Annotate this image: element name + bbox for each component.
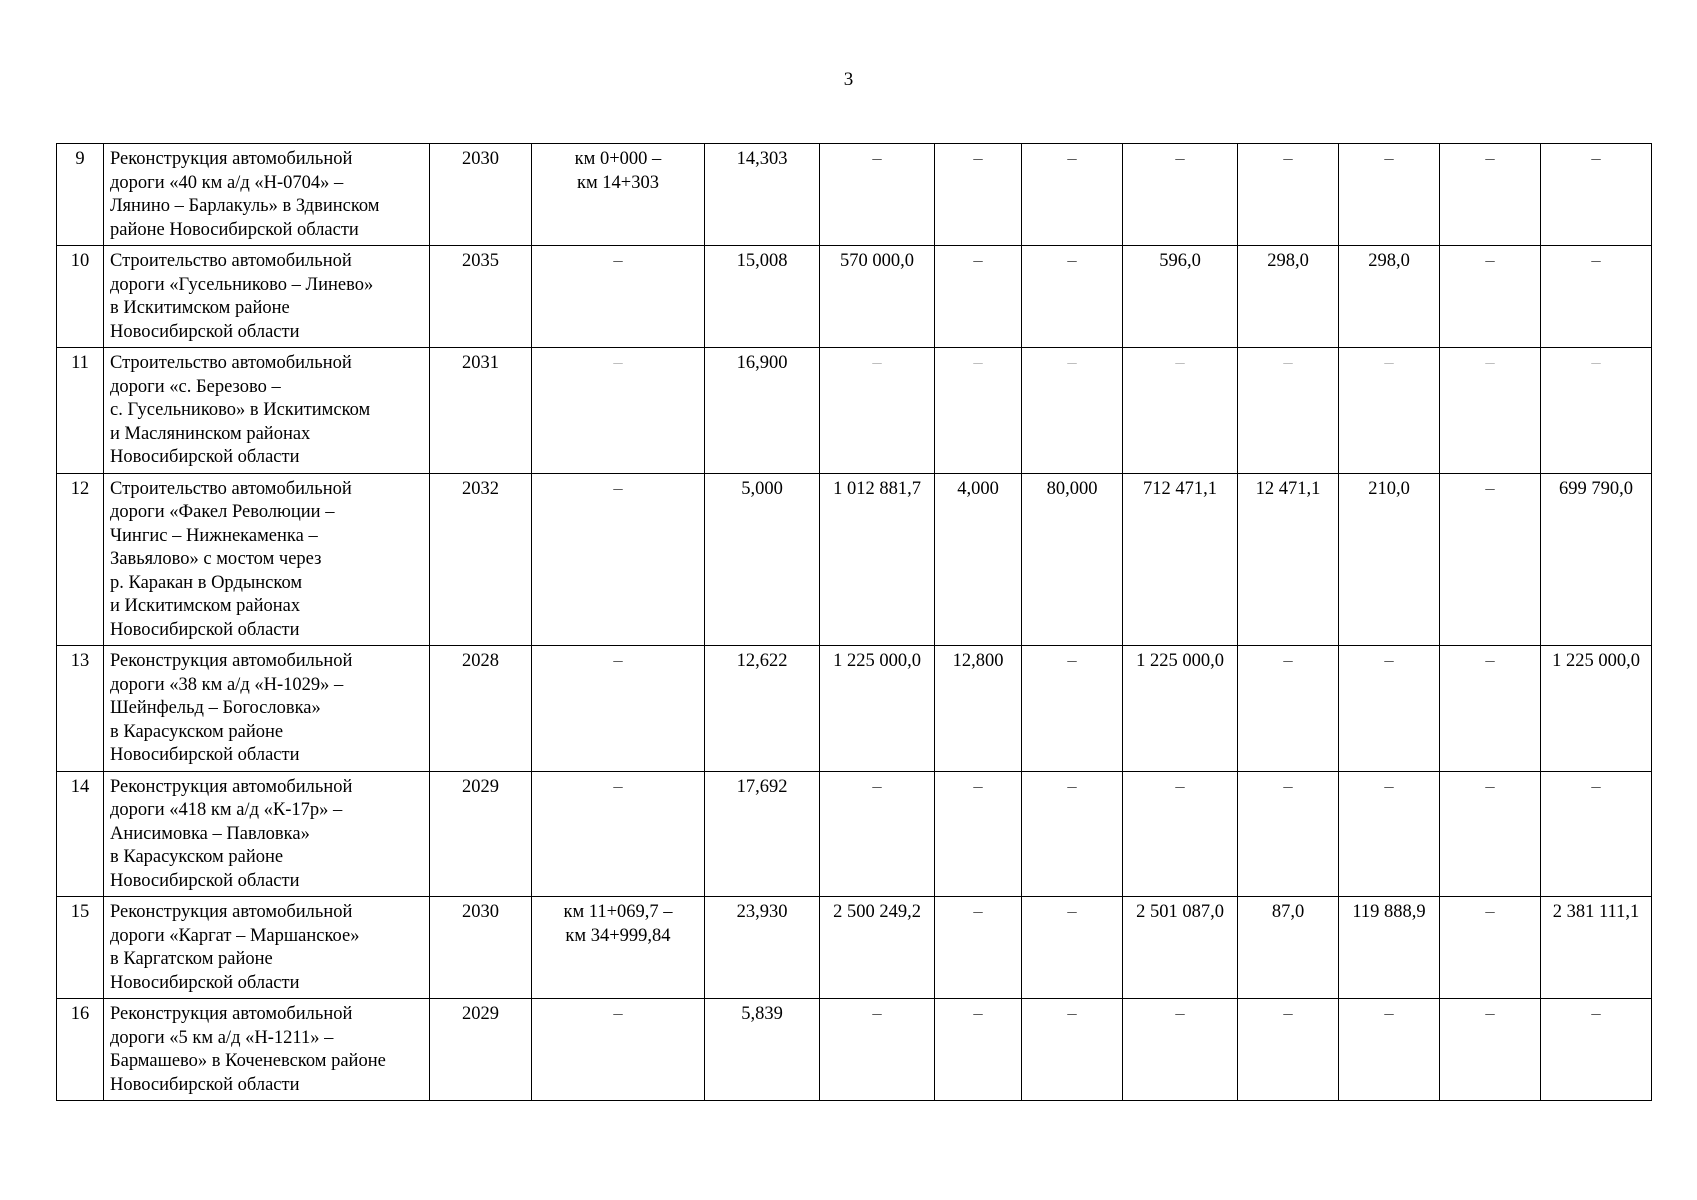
row-number-cell: 11 [57, 348, 104, 474]
value-cell: 298,0 [1339, 246, 1440, 348]
km-range-cell: – [532, 646, 705, 772]
value-cell: – [1022, 144, 1123, 246]
value-cell: – [1440, 897, 1541, 999]
value-cell: 2 500 249,2 [820, 897, 935, 999]
value-cell: – [1123, 144, 1238, 246]
value-cell: – [1022, 771, 1123, 897]
value-cell: – [1541, 348, 1652, 474]
value-cell: – [820, 348, 935, 474]
value-cell: 2 501 087,0 [1123, 897, 1238, 999]
project-name-cell: Реконструкция автомобильной дороги «40 км а/д «Н-0704» – Лянино – Барлакуль» в Здвинском районе Новосибирской области [104, 144, 430, 246]
value-cell: – [1440, 144, 1541, 246]
table-body [57, 144, 1652, 1101]
value-cell: – [935, 144, 1022, 246]
project-name-cell: Реконструкция автомобильной дороги «38 км а/д «Н-1029» – Шейнфельд – Богословка» в Карасукском районе Новосибирской области [104, 646, 430, 772]
value-cell: 87,0 [1238, 897, 1339, 999]
value-cell: 1 225 000,0 [820, 646, 935, 772]
value-cell: – [1238, 999, 1339, 1101]
project-name-cell: Строительство автомобильной дороги «Факел Революции – Чингис – Нижнекаменка – Завьялово» с мостом через р. Каракан в Ордынском и Искитимском районах Новосибирской области [104, 473, 430, 646]
value-cell: – [935, 897, 1022, 999]
value-cell: – [1440, 473, 1541, 646]
value-cell: – [1022, 246, 1123, 348]
year-cell: 2028 [430, 646, 532, 772]
length-km-cell: 15,008 [705, 246, 820, 348]
row-number-cell: 10 [57, 246, 104, 348]
value-cell: – [1541, 144, 1652, 246]
value-cell: 1 225 000,0 [1541, 646, 1652, 772]
km-range-cell: – [532, 771, 705, 897]
row-number-cell: 12 [57, 473, 104, 646]
value-cell: – [935, 246, 1022, 348]
value-cell: – [1440, 246, 1541, 348]
value-cell: 4,000 [935, 473, 1022, 646]
table-row [57, 246, 1652, 348]
year-cell: 2030 [430, 144, 532, 246]
value-cell: 12,800 [935, 646, 1022, 772]
value-cell: – [1440, 348, 1541, 474]
km-range-cell: – [532, 246, 705, 348]
value-cell: – [935, 771, 1022, 897]
year-cell: 2031 [430, 348, 532, 474]
value-cell: – [1238, 348, 1339, 474]
value-cell: – [820, 771, 935, 897]
value-cell: – [1123, 348, 1238, 474]
page-number: 3 [843, 69, 854, 90]
value-cell: – [1022, 348, 1123, 474]
table-row [57, 771, 1652, 897]
year-cell: 2032 [430, 473, 532, 646]
value-cell: – [1339, 144, 1440, 246]
value-cell: – [1238, 771, 1339, 897]
row-number-cell: 16 [57, 999, 104, 1101]
road-projects-table [56, 143, 1652, 1101]
table-row [57, 144, 1652, 246]
row-number-cell: 14 [57, 771, 104, 897]
value-cell: 119 888,9 [1339, 897, 1440, 999]
value-cell: – [1339, 348, 1440, 474]
project-name-cell: Строительство автомобильной дороги «с. Березово – с. Гусельниково» в Искитимском и Маслянинском районах Новосибирской области [104, 348, 430, 474]
value-cell: – [1440, 771, 1541, 897]
value-cell: 2 381 111,1 [1541, 897, 1652, 999]
value-cell: – [935, 999, 1022, 1101]
table-row [57, 897, 1652, 999]
year-cell: 2035 [430, 246, 532, 348]
project-name-cell: Реконструкция автомобильной дороги «Каргат – Маршанское» в Каргатском районе Новосибирской области [104, 897, 430, 999]
km-range-cell: – [532, 999, 705, 1101]
value-cell: – [1022, 999, 1123, 1101]
value-cell: 570 000,0 [820, 246, 935, 348]
value-cell: 712 471,1 [1123, 473, 1238, 646]
length-km-cell: 12,622 [705, 646, 820, 772]
project-name-cell: Реконструкция автомобильной дороги «5 км а/д «Н-1211» – Бармашево» в Коченевском районе Новосибирской области [104, 999, 430, 1101]
value-cell: 699 790,0 [1541, 473, 1652, 646]
row-number-cell: 13 [57, 646, 104, 772]
value-cell: – [1022, 897, 1123, 999]
value-cell: 1 225 000,0 [1123, 646, 1238, 772]
value-cell: – [820, 999, 935, 1101]
row-number-cell: 15 [57, 897, 104, 999]
value-cell: 210,0 [1339, 473, 1440, 646]
value-cell: – [935, 348, 1022, 474]
value-cell: – [1339, 999, 1440, 1101]
km-range-cell: км 0+000 – км 14+303 [532, 144, 705, 246]
value-cell: – [1238, 646, 1339, 772]
value-cell: 12 471,1 [1238, 473, 1339, 646]
value-cell: – [1541, 999, 1652, 1101]
year-cell: 2029 [430, 771, 532, 897]
value-cell: – [1440, 999, 1541, 1101]
year-cell: 2030 [430, 897, 532, 999]
length-km-cell: 14,303 [705, 144, 820, 246]
value-cell: – [1541, 246, 1652, 348]
length-km-cell: 5,839 [705, 999, 820, 1101]
value-cell: – [1123, 999, 1238, 1101]
length-km-cell: 17,692 [705, 771, 820, 897]
project-name-cell: Строительство автомобильной дороги «Гусельниково – Линево» в Искитимском районе Новосибирской области [104, 246, 430, 348]
value-cell: – [1339, 646, 1440, 772]
value-cell: – [1440, 646, 1541, 772]
value-cell: – [1123, 771, 1238, 897]
year-cell: 2029 [430, 999, 532, 1101]
value-cell: 80,000 [1022, 473, 1123, 646]
table-row [57, 999, 1652, 1101]
value-cell: 298,0 [1238, 246, 1339, 348]
km-range-cell: км 11+069,7 – км 34+999,84 [532, 897, 705, 999]
length-km-cell: 5,000 [705, 473, 820, 646]
project-name-cell: Реконструкция автомобильной дороги «418 км а/д «К-17р» – Анисимовка – Павловка» в Карасукском районе Новосибирской области [104, 771, 430, 897]
value-cell: 596,0 [1123, 246, 1238, 348]
value-cell: – [1541, 771, 1652, 897]
value-cell: – [1339, 771, 1440, 897]
value-cell: – [1022, 646, 1123, 772]
km-range-cell: – [532, 348, 705, 474]
table-row [57, 646, 1652, 772]
table-row [57, 473, 1652, 646]
km-range-cell: – [532, 473, 705, 646]
table-row [57, 348, 1652, 474]
value-cell: – [1238, 144, 1339, 246]
length-km-cell: 16,900 [705, 348, 820, 474]
length-km-cell: 23,930 [705, 897, 820, 999]
row-number-cell: 9 [57, 144, 104, 246]
value-cell: – [820, 144, 935, 246]
value-cell: 1 012 881,7 [820, 473, 935, 646]
